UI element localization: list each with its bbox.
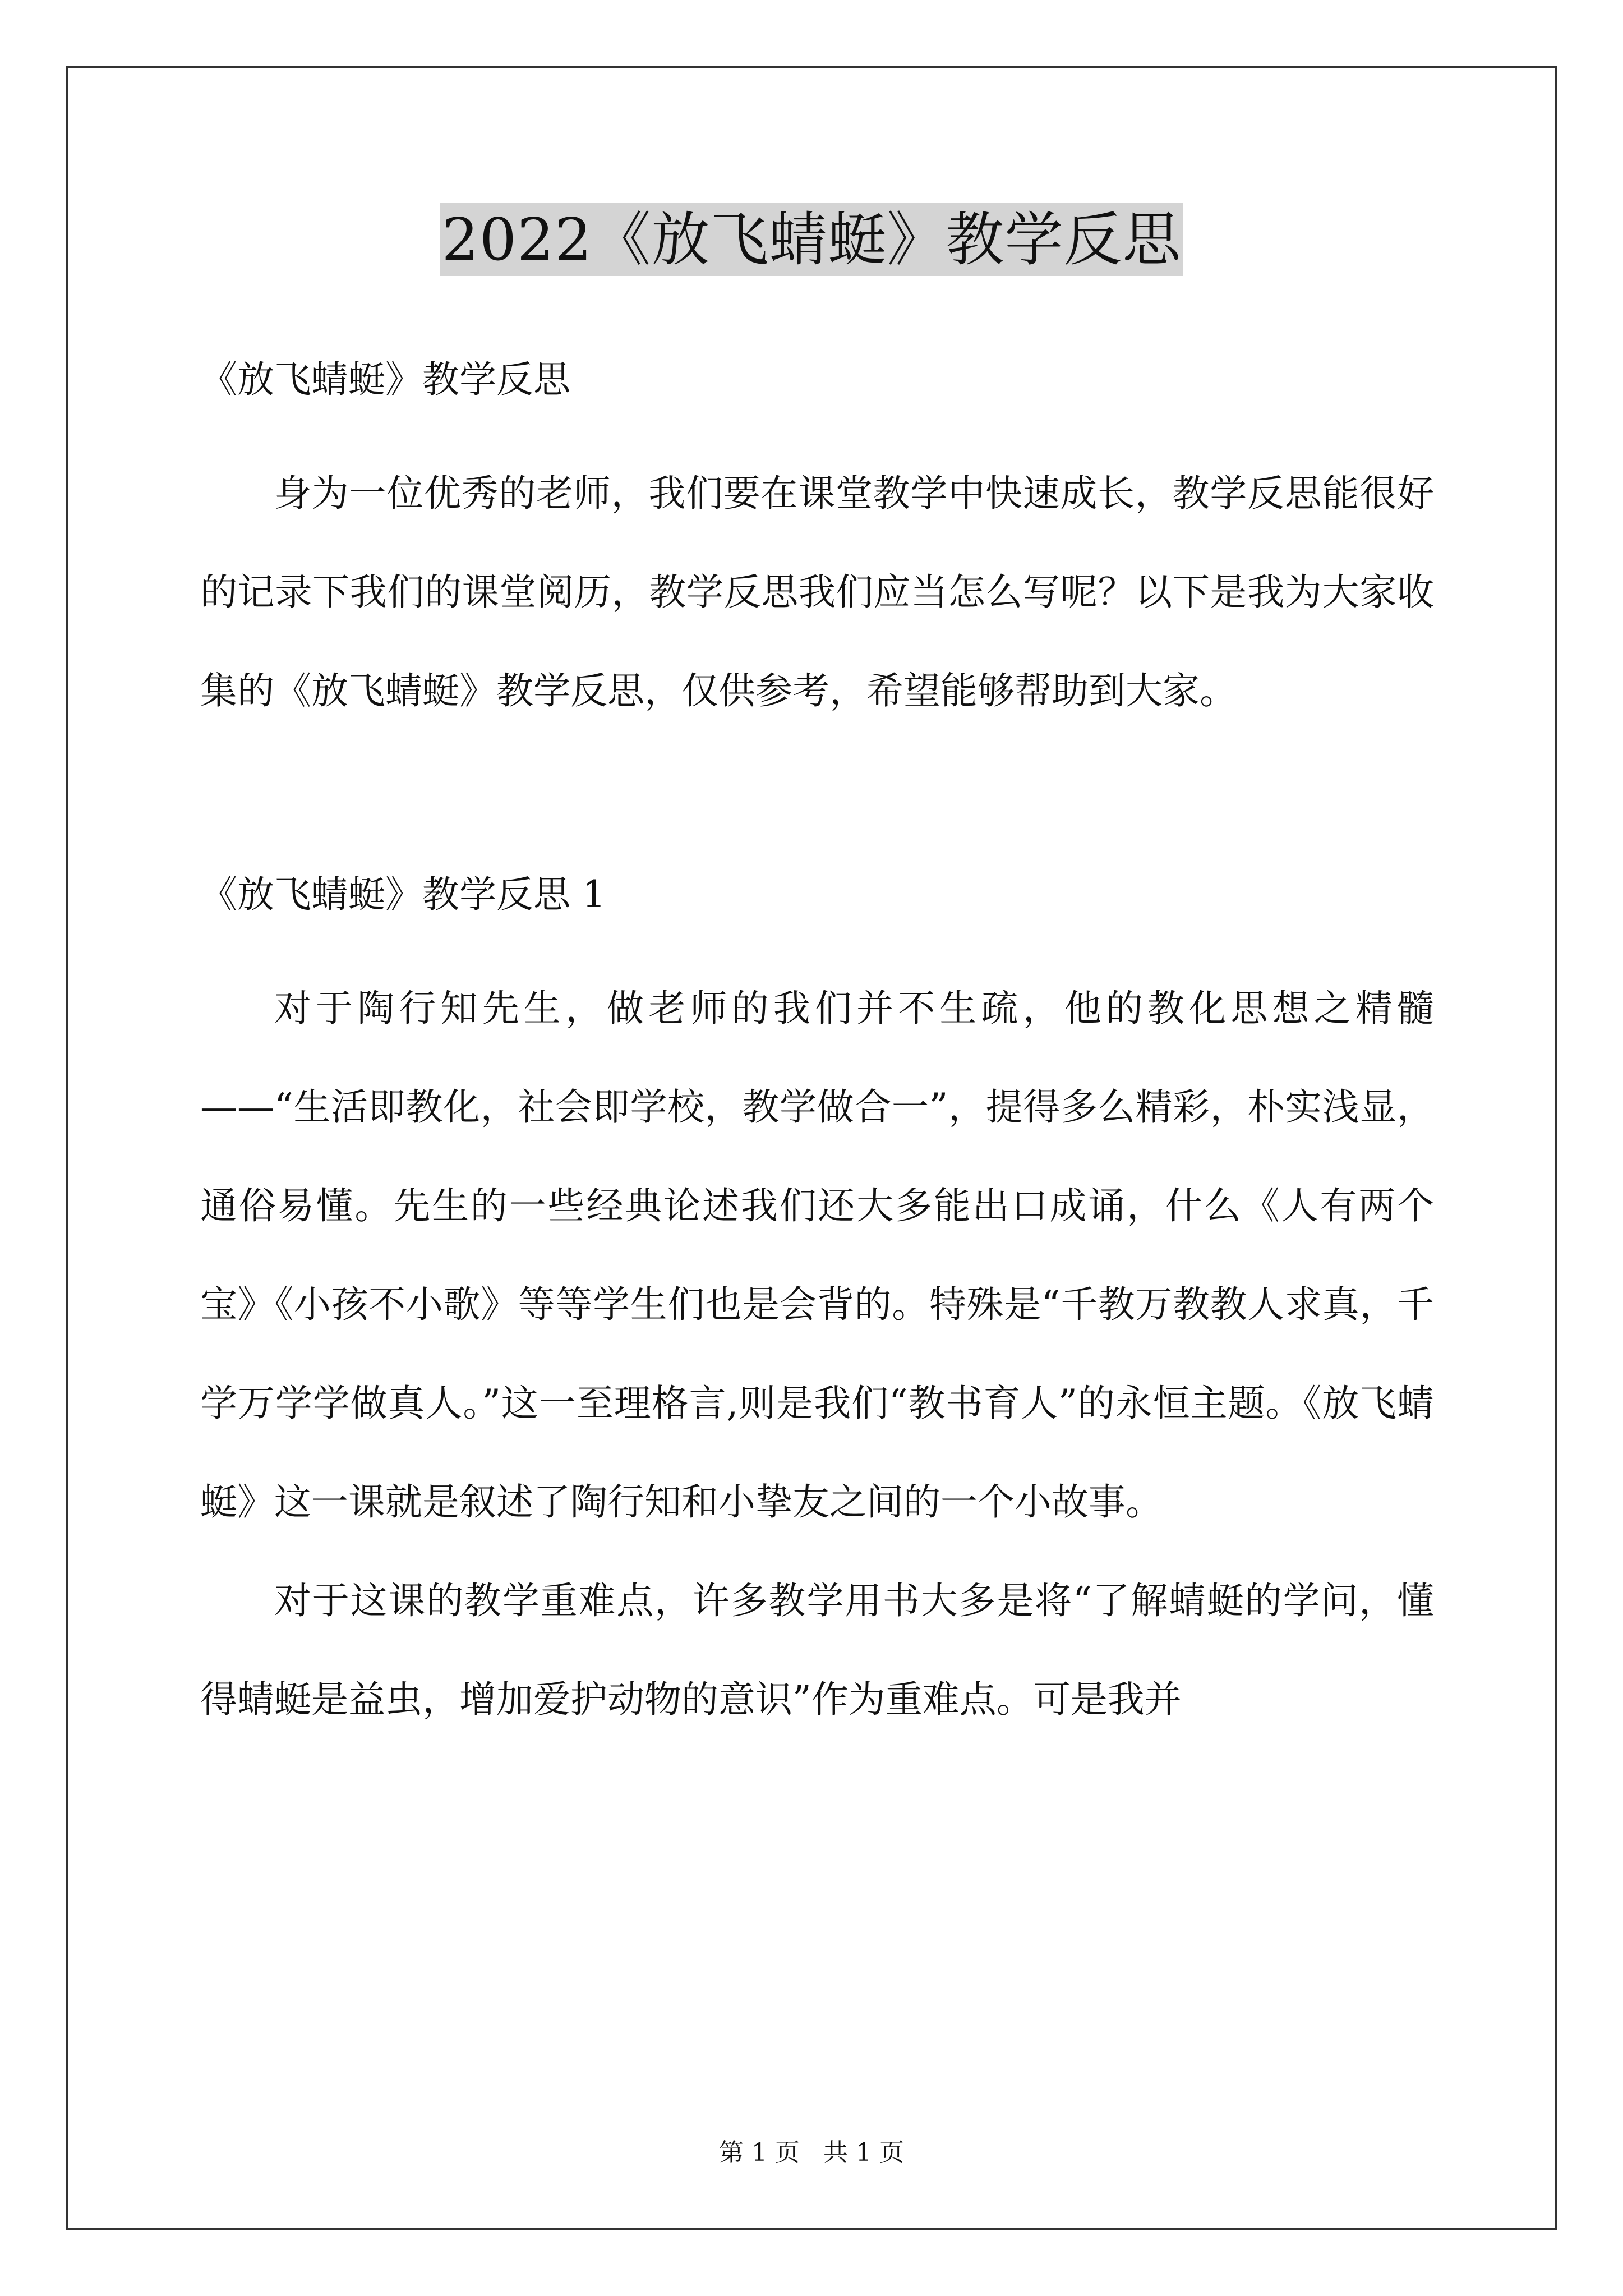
spacer xyxy=(200,740,1434,863)
document-title: 2022《放飞蜻蜓》教学反思 xyxy=(440,203,1184,276)
section1-heading: 《放飞蜻蜓》教学反思 1 xyxy=(200,873,606,916)
page-footer: 第 1 页 共 1 页 xyxy=(719,2138,904,2167)
section1-paragraph-1: 对于陶行知先生，做老师的我们并不生疏，他的教化思想之精髓——“生活即教化，社会即学校，教学做合一”，提得多么精彩，朴实浅显，通俗易懂。先生的一些经典论述我们还大多能出口成诵，什么《人有两个宝》《小孩不小歌》等等学生们也是会背的。特殊是“千教万教教人求真，千学万学学做真人。”这一至理格言,则是我们“教书育人”的永恒主题。《放飞蜻蜓》这一课就是叙述了陶行知和小挚友之间的一个小故事。 xyxy=(200,987,1434,1524)
document-body xyxy=(200,348,1434,1749)
spacer xyxy=(200,927,1434,959)
spacer xyxy=(200,412,1434,444)
intro-paragraph: 身为一位优秀的老师，我们要在课堂教学中快速成长，教学反思能很好的记录下我们的课堂阅历，教学反思我们应当怎么写呢？以下是我为大家收集的《放飞蜻蜓》教学反思，仅供参考，希望能够帮助到大家。 xyxy=(200,472,1434,712)
intro-heading: 《放飞蜻蜓》教学反思 xyxy=(200,358,570,401)
section1-paragraph-2: 对于这课的教学重难点，许多教学用书大多是将“了解蜻蜓的学问，懂得蜻蜓是益虫，增加爱护动物的意识”作为重难点。可是我并 xyxy=(200,1579,1434,1721)
title-container xyxy=(0,203,1623,276)
